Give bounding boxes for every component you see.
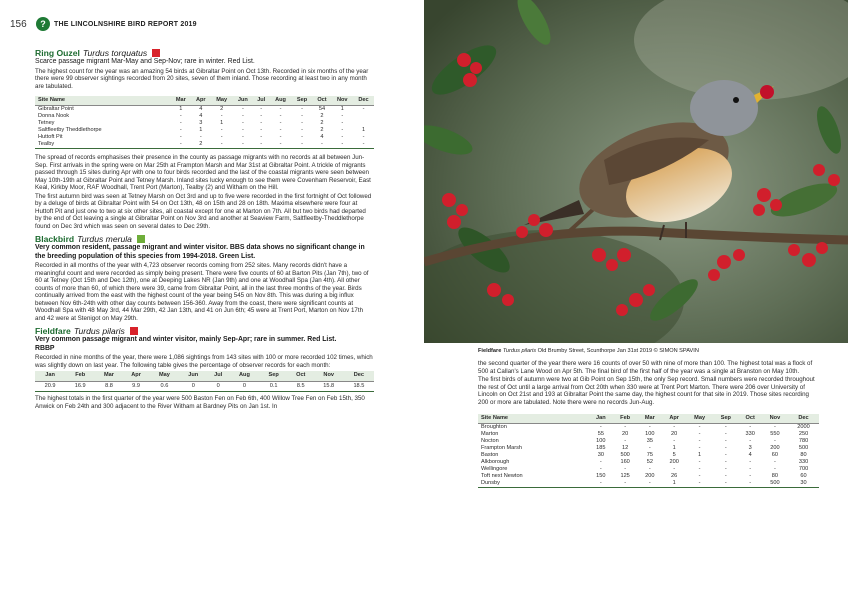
count-cell: 55 [597,431,604,437]
fieldfare-rbbp: RBBP [35,344,55,352]
percentage-cell: 16.9 [65,381,95,392]
count-cell: 780 [798,438,809,444]
count-cell: - [698,431,701,437]
blackbird-text: Recorded in all months of the year with 4,723 observer records coming from 252 sites. Many records didn't have a meaningful count and were recorded as simply being present. There were five counts of 60 at Barton Pits (Jan 7th), two of 60 at Tetney (Oct 15th and Dec 12th), one at Deeping Lakes NR (Jan 9th) and one at Woodhall Spa (Jan 4th). All other counts of more than 60, of which there were 39, came from Gibraltar Point, all in the last three months of the year. Birds continually arrived from the east with the highest count of the year being 545 on Nov 8th. This was during a big influx between Nov 6th-24th with other day counts between 156-360. Away from the coast, there were significant counts at Woodhall Spa with 48 May 3rd, 44 Mar 29th, 42 Jan 13th, and 41 on Jun 6th; 45 were at Trent Port, Marton on Nov 17th and 42 were at Stenigot on May 29th. [35,262,369,322]
column-header: Sep [292,96,313,106]
count-cell: 1 [662,480,686,488]
question-mark-icon: ? [36,17,50,31]
column-header: Aug [269,96,291,106]
count-cell: - [724,424,727,430]
count-cell: 75 [646,452,653,458]
count-cell: - [353,141,374,149]
count-cell: 125 [620,473,630,479]
count-cell: - [599,459,602,465]
count-cell: 4 [199,113,203,119]
count-cell: - [279,106,282,112]
column-header: May [149,371,179,381]
table-row [478,473,819,480]
count-cell: 20 [622,431,629,437]
column-header: Jul [253,96,269,106]
ring-ouzel-table [35,96,374,149]
count-cell: 550 [770,431,780,437]
count-cell: 185 [596,445,606,451]
fieldfare-closing: The highest totals in the first quarter of the year were 500 Baston Fen on Feb 6th, 400 Willow Tree Fen on Feb 15th, 350 Anwick on Feb 24th and 300 adjacent to the River Witham at Bardney Pits on Jan 1st. In [35,395,365,410]
count-cell: 200 [669,459,679,465]
count-cell: - [673,466,676,472]
count-cell: - [292,141,313,149]
site-name-cell: Huttoft Pit [38,134,63,140]
caption-latin: Turdus pilaris [502,348,537,354]
column-header: Apr [191,96,211,106]
site-name-cell: Frampton Marsh [481,445,523,451]
site-name-cell: Marton [481,431,499,437]
count-cell: - [773,424,776,430]
column-header: Mar [95,371,123,381]
count-cell: - [341,134,344,140]
count-cell: - [241,127,244,133]
count-cell: 330 [798,459,809,465]
count-cell: - [739,480,762,488]
count-cell: - [220,113,223,119]
table-row [478,452,819,459]
count-cell: - [724,431,727,437]
column-header: Apr [123,371,150,381]
table-row [35,120,374,127]
count-cell: 5 [672,452,676,458]
blackbird-status: Very common resident, passage migrant and winter visitor. BBS data shows no significant change in the breeding population of this species from 1994-2018. Green List. [35,244,365,260]
count-cell: - [613,480,638,488]
count-cell: 1 [361,127,366,133]
count-cell: 4 [199,106,203,112]
column-header: Jan [589,414,613,424]
column-header: Dec [353,96,374,106]
column-header: Sep [713,414,738,424]
species-name: Blackbird [35,234,75,244]
page-number: 156 [10,18,27,30]
count-cell: 30 [597,452,604,458]
column-header: Nov [314,371,344,381]
table-header-row [478,414,819,424]
column-header: Jul [207,371,229,381]
count-cell: 2 [220,106,224,112]
count-cell: 12 [622,445,629,451]
table-row [35,106,374,114]
count-cell: 1 [340,106,344,112]
count-cell: 1 [672,445,676,451]
fieldfare-percentage-table [35,371,374,392]
count-cell: - [749,466,752,472]
table-row [35,127,374,134]
count-cell: - [724,452,727,458]
count-cell: - [171,141,191,149]
count-cell: - [301,120,303,126]
count-cell: - [233,141,253,149]
percentage-cell: 0 [180,381,208,392]
site-name-cell: Wellingore [481,466,508,472]
column-header: Dec [788,414,819,424]
count-cell: 330 [745,431,755,437]
site-name-cell: Toft next Newton [481,473,523,479]
count-cell: 20 [671,431,678,437]
percentage-cell: 20.9 [35,381,65,392]
count-cell: - [301,113,303,119]
percentage-cell: 0.1 [259,381,287,392]
page-header [10,17,197,31]
count-cell: 35 [646,438,653,444]
table-row [35,134,374,141]
count-cell: - [773,466,776,472]
count-cell: - [589,480,613,488]
count-cell: - [624,438,627,444]
table-row [478,438,819,445]
table-row [35,141,374,149]
count-cell: 52 [646,459,653,465]
count-cell: - [341,127,344,133]
fieldfare-heading [35,326,374,336]
count-cell: - [241,113,244,119]
count-cell: - [749,473,752,479]
column-header: Nov [762,414,788,424]
count-cell: 2000 [797,424,810,430]
count-cell: - [313,141,332,149]
count-cell: 4 [748,452,752,458]
count-cell: - [220,127,223,133]
table-row [478,424,819,432]
count-cell: - [713,480,738,488]
count-cell: - [673,438,676,444]
table-row [478,431,819,438]
count-cell: - [599,424,602,430]
species-name: Ring Ouzel [35,48,80,58]
count-cell: - [211,141,233,149]
count-cell: 500 [620,452,630,458]
table-row [35,113,374,120]
count-cell: 3 [199,120,203,126]
column-header: Dec [344,371,374,381]
column-header: Site Name [35,96,171,106]
red-list-square-icon [152,49,160,57]
count-cell: 1 [698,452,702,458]
site-name-cell: Gibraltar Point [38,106,74,112]
column-header: Feb [613,414,638,424]
red-list-square-icon [130,327,138,335]
report-title: THE LINCOLNSHIRE BIRD REPORT 2019 [54,20,197,28]
percentage-cell: 0 [229,381,259,392]
count-cell: 500 [762,480,788,488]
right-content [478,359,819,488]
count-cell: 2 [191,141,211,149]
count-cell: 60 [800,473,807,479]
count-cell: - [260,120,263,126]
count-cell: - [648,466,651,472]
percentage-cell: 0.6 [149,381,179,392]
caption-rest: Old Brumby Street, Scunthorpe Jan 31st 2019 © SIMON SPAVIN [537,348,699,354]
count-cell: - [773,438,776,444]
count-cell: - [279,120,282,126]
count-cell: - [199,134,202,140]
count-cell: - [179,134,182,140]
count-cell: 200 [645,473,655,479]
count-cell: 2 [320,113,324,119]
count-cell: - [279,127,282,133]
column-header: Jun [233,96,253,106]
count-cell: - [648,445,651,451]
site-name-cell: Donna Nook [38,113,70,119]
green-list-square-icon [137,235,145,243]
fieldfare-photo [424,0,848,343]
count-cell: - [624,466,627,472]
count-cell: - [241,106,244,112]
count-cell: - [301,127,303,133]
count-cell: - [773,459,776,465]
caption-species: Fieldfare [478,348,502,354]
column-header: May [211,96,233,106]
table-header-row [35,371,374,381]
count-cell: 2 [320,120,324,126]
site-name-cell: Baston [481,452,499,458]
fieldfare-status: Very common passage migrant and winter visitor, mainly Sep-Apr; rare in summer. Red List. [35,336,337,343]
count-cell: - [362,134,365,140]
count-cell: - [260,134,263,140]
column-header: Feb [65,371,95,381]
count-cell: - [241,120,244,126]
site-name-cell: Broughton [481,424,507,430]
fieldfare-site-table [478,414,819,488]
species-latin: Turdus merula [77,234,132,244]
count-cell: - [724,466,727,472]
column-header: Jun [180,371,208,381]
percentage-cell: 0 [207,381,229,392]
count-cell: - [260,113,263,119]
count-cell: - [698,424,701,430]
count-cell: 700 [798,466,809,472]
table-header-row [35,96,374,106]
count-cell: 250 [798,431,809,437]
column-header: May [686,414,713,424]
column-header: Oct [313,96,332,106]
count-cell: - [624,424,627,430]
table-row [478,480,819,488]
count-cell: - [648,424,651,430]
count-cell: - [260,127,263,133]
percentage-cell: 9.9 [123,381,150,392]
count-cell: - [269,141,291,149]
count-cell: 2 [320,127,324,133]
column-header: Oct [288,371,314,381]
count-cell: - [698,473,701,479]
count-cell: - [673,424,676,430]
count-cell: - [749,424,752,430]
count-cell: - [279,113,282,119]
count-cell: - [279,134,282,140]
table-row [478,459,819,466]
site-name-cell: Saltfleetby Theddlethorpe [38,127,102,133]
column-header: Aug [229,371,259,381]
percentage-cell: 15.8 [314,381,344,392]
count-cell: 80 [771,473,779,479]
species-latin: Turdus torquatus [82,48,148,58]
count-cell: 1 [199,127,203,133]
photo-caption [478,348,699,354]
count-cell [353,113,374,120]
column-header: Jan [35,371,65,381]
blackbird-heading [35,234,374,244]
site-name-cell: Dunsby [478,480,589,488]
count-cell: - [724,473,727,479]
count-cell: - [241,134,244,140]
ring-ouzel-intro: The highest count for the year was an amazing 54 birds at Gibraltar Point on Oct 13th. Recorded in six months of the year there were 99 observer sightings recorded from 20 sites, seven of them inland. Those recording at least two in any month are tabulated. [35,67,369,90]
table-row [478,466,819,473]
count-cell: 1 [220,120,224,126]
column-header: Oct [739,414,762,424]
count-cell: - [724,459,727,465]
species-name: Fieldfare [35,326,71,336]
ring-ouzel-status: Scarce passage migrant Mar-May and Sep-Nov; rare in winter. Red List. [35,58,255,65]
count-cell: - [698,459,701,465]
count-cell: 30 [788,480,819,488]
column-header: Mar [171,96,191,106]
ring-ouzel-para2: The spread of records emphasises their presence in the county as passage migrants with no records at all between Jun-Sep. First arrivals in the spring were on Mar 25th at Frampton Marsh and Mar 31st at Gibraltar Point. A trickle of migrants passed through 15 sites during Apr with one to four birds recorded and the last of the coastal migrants were seen between May 10th-19th at Gibraltar Point and Tetney Marsh. Inland sites lucky enough to see them were Covenham Reservoir, East Keal, Kirkby Moor, RAF Woodhall, Trent Port (Marton), Tealby (2) and Witham on the Hill. [35,154,371,191]
count-cell: 100 [596,438,606,444]
count-cell: - [301,134,303,140]
fieldfare-intro: Recorded in nine months of the year, there were 1,086 sightings from 143 sites with 100 or more recorded 102 times, which was slightly down on last year. The following table gives the percentage of observer records for each month: [35,354,373,369]
count-cell: - [253,141,269,149]
count-cell: - [179,120,182,126]
count-cell: - [260,106,263,112]
ring-ouzel-heading [35,48,374,58]
count-cell: - [599,466,602,472]
fieldfare-right-para2: The first birds of autumn were two at Gib Point on Sep 15th, the only Sep record. Small numbers were recorded throughout the rest of Oct until a large arrival from Oct 20th when 330 were at Trent Port Marton. There were 206 over University of Lincoln on Oct 21st and 193 at Gibraltar Point the same day, the highest count for that site in 2019. Those sites recording 200 or more are tabulated. Note there were no records Jun-Aug. [478,376,815,406]
count-cell: 3 [748,445,752,451]
count-cell: 160 [620,459,630,465]
count-cell: 26 [671,473,678,479]
column-header: Mar [637,414,662,424]
count-cell: - [220,134,223,140]
count-cell: - [749,459,752,465]
site-name-cell: Alkborough [481,459,510,465]
count-cell: - [341,120,344,126]
count-cell: - [179,127,182,133]
percentage-cell: 8.5 [288,381,314,392]
percentage-cell: 18.5 [344,381,374,392]
count-cell: - [331,141,353,149]
column-header: Nov [331,96,353,106]
ring-ouzel-para3: The first autumn bird was seen at Tetney Marsh on Oct 3rd and up to five were recorded in the first fortnight of Oct followed by a deluge of birds at Gibraltar Point with 54 on Oct 13th, 48 on 15th and 28 on 18th. Maxima elsewhere were four at Huttoft Pit and just one to two at six other sites, all coastal except for one at Marton on 7th. All but two birds had departed by the end of Oct leaving a single at Gibraltar Point on Nov 3rd and another at Seaview Farm, Saltfleetby-Theddlethorpe found on Dec 3rd which was seen on several dates to Dec 29th. [35,192,372,230]
table-row [35,381,374,392]
site-name-cell: Tealby [35,141,171,149]
column-header: Apr [662,414,686,424]
count-cell: - [698,445,701,451]
count-cell: 150 [596,473,606,479]
count-cell: - [749,438,752,444]
count-cell: - [341,113,344,119]
count-cell: 4 [320,134,324,140]
count-cell: 60 [771,452,779,458]
column-header: Sep [259,371,287,381]
fieldfare-right-para1: the second quarter of the year there were 16 counts of over 50 with nine of more than 100. The highest total was a flock of 500 at Callan's Lane Wood on Apr 5th. The final bird of the first half of the year was a single at Branston on May 10th. [478,360,813,375]
count-cell [353,120,374,127]
table-row [478,445,819,452]
column-header: Site Name [478,414,589,424]
count-cell: - [698,466,701,472]
count-cell: - [724,445,727,451]
percentage-cell: 8.8 [95,381,123,392]
count-cell: - [362,106,365,112]
site-name-cell: Tetney [38,120,55,126]
count-cell: - [686,480,713,488]
left-content [35,48,374,410]
count-cell: 500 [798,445,809,451]
count-cell: - [698,438,701,444]
count-cell: 100 [645,431,655,437]
count-cell: 200 [770,445,780,451]
count-cell: - [301,106,303,112]
right-page [424,0,848,601]
count-cell: 80 [800,452,807,458]
count-cell: 1 [179,106,183,112]
species-latin: Turdus pilaris [73,326,125,336]
site-name-cell: Nocton [481,438,499,444]
count-cell: 54 [318,106,326,112]
count-cell: - [724,438,727,444]
count-cell: - [179,113,182,119]
count-cell: - [637,480,662,488]
